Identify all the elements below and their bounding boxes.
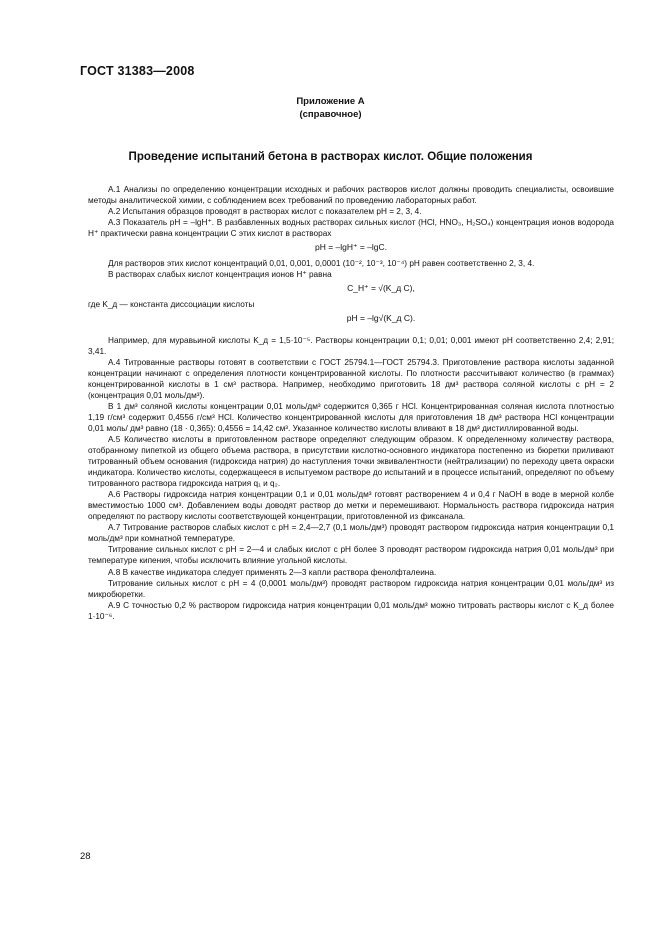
formula-ph-weak: рН = –lg√(K_д C). (346, 313, 416, 324)
page-number: 28 (80, 851, 91, 862)
paragraph-hcl: В 1 дм³ соляной кислоты концентрации 0,01 моль/дм³ содержится 0,365 г HCl. Концентрированная соляная кислота плотностью 1,19 г/см³ содержит 0,4556 г/см³ HCl. Количество концентрированной кислоты для приготовления 18 дм³ раствора HCl концентрации 0,01 моль/ дм³ равно (18 · 0,365): 0,4556 = 14,42 см³. Указанное количество кислоты вливают в 18 дм³ дистиллированной воды. (88, 401, 614, 433)
paragraph-weak-acids: В растворах слабых кислот концентрация ионов Н⁺ равна (108, 270, 332, 280)
section-title: Проведение испытаний бетона в растворах кислот. Общие положения (128, 151, 533, 163)
formula-hydrogen-ion: C_H⁺ = √(K_д C), (347, 283, 415, 294)
paragraph-a3: А.3 Показатель рН = –lgH⁺. В разбавленных водных растворах сильных кислот (HCl, HNO₃, H₂SO₄) концентрация ионов водорода Н⁺ практически равна концентрации С этих кислот в растворах (88, 218, 614, 239)
annex-type: (справочное) (299, 109, 362, 120)
formula-ph: рН = –lgH⁺ = –lgC. (314, 242, 388, 253)
paragraph-a7: А.7 Титрование растворов слабых кислот с рН = 2,4—2,7 (0,1 моль/дм³) проводят раствором гидроксида натрия концентрации 0,1 моль/дм³ при комнатной температуре. (88, 523, 614, 544)
paragraph-a5: А.5 Количество кислоты в приготовленном растворе определяют следующим образом. К определенному количеству раствора, отобранному пипеткой из общего объема раствора, в присутствии кислотно-основного индикатора постепенно из бюретки приливают титрованный объем основания (гидроксида натрия) до наступления точки эквивалентности (нейтрализации) по переходу цвета окраски индикатора. Количество кислоты, содержащееся в испытуемом растворе до испытаний и в процессе испытаний, определяют по объему титрованного раствора гидроксида натрия q₁ и q₂. (88, 434, 614, 489)
annex-label: Приложение А (296, 96, 365, 107)
paragraph-concentrations: Для растворов этих кислот концентраций 0,01, 0,001, 0,0001 (10⁻², 10⁻³, 10⁻⁴) рН равен соответственно 2, 3, 4. (108, 259, 535, 269)
paragraph-a4: А.4 Титрованные растворы готовят в соответствии с ГОСТ 25794.1—ГОСТ 25794.3. Приготовление раствора кислоты заданной концентрации начинают с определения плотности концентрированной кислоты. По плотности рассчитывают количество (в граммах) концентрированной кислоты в 1 см³ раствора. Например, необходимо приготовить 18 дм³ раствора соляной кислоты с рН = 2 (концентрация 0,01 моль/дм³). (88, 357, 614, 400)
paragraph-a9: А.9 С точностью 0,2 % раствором гидроксида натрия концентрации 0,01 моль/дм³ можно титровать растворы кислот с K_д более 1·10⁻⁶. (88, 600, 614, 621)
paragraph-a6: А.6 Растворы гидроксида натрия концентрации 0,1 и 0,01 моль/дм³ готовят растворением 4 и 0,4 г NaOH в воде в мерной колбе вместимостью 1000 см³. Добавлением воды доводят раствор до метки и перемешивают. Нормальность раствора гидроксида натрия определяют по раствору кислоты соответствующей концентрации, приготовленной из фиксанала. (88, 490, 614, 522)
paragraph-strong-acids-ph4: Титрование сильных кислот с рН = 4 (0,0001 моль/дм³) проводят раствором гидроксида натрия концентрации 0,01 моль/дм³ из микробюретки. (88, 578, 614, 599)
document-body (88, 184, 614, 622)
paragraph-example: Например, для муравьиной кислоты K_д = 1,5·10⁻⁵. Растворы концентрации 0,1; 0,01; 0,001 имеют рН соответственно 2,4; 2,91; 3,41. (88, 335, 614, 356)
paragraph-a8: А.8 В качестве индикатора следует применять 2—3 капли раствора фенолфталеина. (108, 567, 437, 577)
paragraph-where: где K_д — константа диссоциации кислоты (88, 300, 255, 310)
standard-header: ГОСТ 31383—2008 (80, 64, 195, 78)
paragraph-a2: А.2 Испытания образцов проводят в растворах кислот с показателем рН = 2, 3, 4. (108, 207, 422, 217)
paragraph-strong-acids: Титрование сильных кислот с рН = 2—4 и слабых кислот с рН более 3 проводят раствором гидроксида натрия 0,01 моль/дм³ при температуре кипения, чтобы исключить влияние угольной кислоты. (88, 545, 614, 566)
paragraph-a1: А.1 Анализы по определению концентрации исходных и рабочих растворов кислот должны проводить специалисты, освоившие методы аналитической химии, с соблюдением всех требований по проведению лабораторных работ. (88, 185, 614, 206)
